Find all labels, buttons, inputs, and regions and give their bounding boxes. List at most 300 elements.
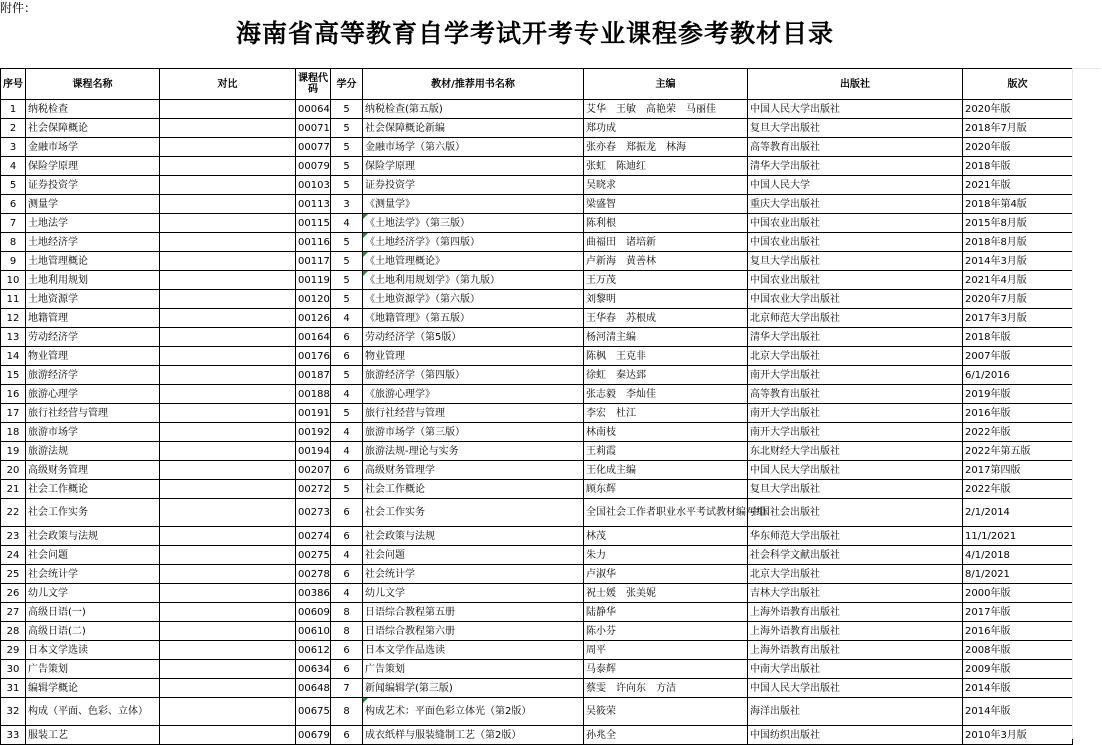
cell-credits[interactable]: 7	[331, 679, 363, 698]
cell-editor[interactable]: 郑功成	[584, 119, 748, 138]
cell-course-code[interactable]: 00272	[296, 480, 331, 499]
cell-credits[interactable]: 5	[331, 252, 363, 271]
cell-editor[interactable]: 李宏 杜江	[584, 404, 748, 423]
cell-editor[interactable]: 张亦春 郑振龙 林海	[584, 138, 748, 157]
cell-credits[interactable]: 6	[331, 328, 363, 347]
cell-textbook[interactable]: 幼儿文学	[363, 584, 584, 603]
cell-course-name[interactable]: 证券投资学	[26, 176, 160, 195]
cell-compare[interactable]	[160, 195, 296, 214]
cell-editor[interactable]: 梁盛智	[584, 195, 748, 214]
cell-no[interactable]: 1	[1, 100, 26, 119]
cell-compare[interactable]	[160, 603, 296, 622]
cell-edition[interactable]: 2009年版	[963, 660, 1073, 679]
cell-editor[interactable]: 朱力	[584, 546, 748, 565]
cell-textbook[interactable]: 保险学原理	[363, 157, 584, 176]
cell-publisher[interactable]: 南开大学出版社	[748, 423, 963, 442]
cell-editor[interactable]: 吴筱荣	[584, 698, 748, 726]
cell-textbook[interactable]: 《土地法学》（第三版）	[363, 214, 584, 233]
cell-credits[interactable]: 6	[331, 499, 363, 527]
cell-course-name[interactable]: 社会统计学	[26, 565, 160, 584]
cell-editor[interactable]: 陈小芬	[584, 622, 748, 641]
cell-edition[interactable]: 2018年7月版	[963, 119, 1073, 138]
cell-course-code[interactable]: 00648	[296, 679, 331, 698]
cell-editor[interactable]: 张志毅 李灿佳	[584, 385, 748, 404]
cell-editor[interactable]: 王华春 苏根成	[584, 309, 748, 328]
cell-publisher[interactable]: 上海外语教育出版社	[748, 603, 963, 622]
cell-edition[interactable]: 2022年版	[963, 423, 1073, 442]
cell-credits[interactable]: 5	[331, 138, 363, 157]
cell-course-name[interactable]: 物业管理	[26, 347, 160, 366]
cell-credits[interactable]: 8	[331, 698, 363, 726]
cell-publisher[interactable]: 中国人民大学	[748, 176, 963, 195]
cell-course-name[interactable]: 社会工作实务	[26, 499, 160, 527]
cell-publisher[interactable]: 高等教育出版社	[748, 385, 963, 404]
cell-no[interactable]: 28	[1, 622, 26, 641]
cell-credits[interactable]: 6	[331, 347, 363, 366]
cell-no[interactable]: 17	[1, 404, 26, 423]
cell-compare[interactable]	[160, 309, 296, 328]
cell-publisher[interactable]: 北京大学出版社	[748, 565, 963, 584]
cell-compare[interactable]	[160, 252, 296, 271]
cell-edition[interactable]: 2014年3月版	[963, 252, 1073, 271]
cell-edition[interactable]: 2015年8月版	[963, 214, 1073, 233]
cell-course-code[interactable]: 00176	[296, 347, 331, 366]
cell-textbook[interactable]: 物业管理	[363, 347, 584, 366]
cell-publisher[interactable]: 中国纺织出版社	[748, 726, 963, 745]
cell-textbook[interactable]: 社会统计学	[363, 565, 584, 584]
cell-no[interactable]: 5	[1, 176, 26, 195]
cell-course-code[interactable]: 00192	[296, 423, 331, 442]
cell-course-code[interactable]: 00275	[296, 546, 331, 565]
cell-course-name[interactable]: 土地经济学	[26, 233, 160, 252]
cell-edition[interactable]: 2017年版	[963, 603, 1073, 622]
cell-course-code[interactable]: 00071	[296, 119, 331, 138]
cell-credits[interactable]: 6	[331, 461, 363, 480]
cell-course-name[interactable]: 幼儿文学	[26, 584, 160, 603]
cell-no[interactable]: 2	[1, 119, 26, 138]
cell-no[interactable]: 32	[1, 698, 26, 726]
cell-no[interactable]: 12	[1, 309, 26, 328]
cell-textbook[interactable]: 旅游经济学（第四版）	[363, 366, 584, 385]
cell-course-name[interactable]: 社会保障概论	[26, 119, 160, 138]
cell-textbook[interactable]: 社会问题	[363, 546, 584, 565]
cell-course-name[interactable]: 日本文学选读	[26, 641, 160, 660]
cell-editor[interactable]: 吴晓求	[584, 176, 748, 195]
cell-editor[interactable]: 周平	[584, 641, 748, 660]
cell-publisher[interactable]: 海洋出版社	[748, 698, 963, 726]
cell-course-name[interactable]: 社会问题	[26, 546, 160, 565]
cell-course-name[interactable]: 旅游法规	[26, 442, 160, 461]
cell-compare[interactable]	[160, 119, 296, 138]
cell-publisher[interactable]: 中国社会出版社	[748, 499, 963, 527]
cell-credits[interactable]: 5	[331, 100, 363, 119]
header-textbook[interactable]: 教材/推荐用书名称	[363, 69, 584, 100]
cell-credits[interactable]: 4	[331, 546, 363, 565]
cell-no[interactable]: 33	[1, 726, 26, 745]
cell-no[interactable]: 19	[1, 442, 26, 461]
header-compare[interactable]: 对比	[160, 69, 296, 100]
cell-credits[interactable]: 6	[331, 641, 363, 660]
cell-credits[interactable]: 4	[331, 309, 363, 328]
header-publisher[interactable]: 出版社	[748, 69, 963, 100]
cell-textbook[interactable]: 日本文学作品选读	[363, 641, 584, 660]
cell-textbook[interactable]: 《土地资源学》（第六版）	[363, 290, 584, 309]
cell-no[interactable]: 24	[1, 546, 26, 565]
cell-no[interactable]: 7	[1, 214, 26, 233]
cell-edition[interactable]: 2020年7月版	[963, 290, 1073, 309]
cell-publisher[interactable]: 复旦大学出版社	[748, 480, 963, 499]
cell-course-name[interactable]: 旅游经济学	[26, 366, 160, 385]
cell-credits[interactable]: 5	[331, 290, 363, 309]
cell-course-code[interactable]: 00274	[296, 527, 331, 546]
cell-editor[interactable]: 王万茂	[584, 271, 748, 290]
cell-compare[interactable]	[160, 480, 296, 499]
cell-compare[interactable]	[160, 584, 296, 603]
cell-editor[interactable]: 林茂	[584, 527, 748, 546]
cell-compare[interactable]	[160, 290, 296, 309]
cell-course-code[interactable]: 00077	[296, 138, 331, 157]
cell-textbook[interactable]: 《地籍管理》（第五版）	[363, 309, 584, 328]
cell-course-code[interactable]: 00187	[296, 366, 331, 385]
cell-no[interactable]: 22	[1, 499, 26, 527]
cell-editor[interactable]: 全国社会工作者职业水平考试教材编写组	[584, 499, 748, 527]
cell-publisher[interactable]: 中国农业出版社	[748, 214, 963, 233]
cell-no[interactable]: 27	[1, 603, 26, 622]
cell-course-code[interactable]: 00115	[296, 214, 331, 233]
cell-credits[interactable]: 5	[331, 480, 363, 499]
cell-publisher[interactable]: 中南大学出版社	[748, 660, 963, 679]
cell-course-code[interactable]: 00679	[296, 726, 331, 745]
cell-compare[interactable]	[160, 214, 296, 233]
cell-compare[interactable]	[160, 499, 296, 527]
cell-compare[interactable]	[160, 385, 296, 404]
cell-textbook[interactable]: 社会政策与法规	[363, 527, 584, 546]
cell-credits[interactable]: 6	[331, 660, 363, 679]
cell-course-name[interactable]: 高级财务管理	[26, 461, 160, 480]
cell-edition[interactable]: 2000年版	[963, 584, 1073, 603]
cell-editor[interactable]: 陆静华	[584, 603, 748, 622]
cell-course-code[interactable]: 00273	[296, 499, 331, 527]
cell-editor[interactable]: 王化成主编	[584, 461, 748, 480]
cell-no[interactable]: 3	[1, 138, 26, 157]
cell-course-name[interactable]: 纳税检查	[26, 100, 160, 119]
cell-textbook[interactable]: 旅游市场学（第三版）	[363, 423, 584, 442]
cell-no[interactable]: 30	[1, 660, 26, 679]
cell-no[interactable]: 13	[1, 328, 26, 347]
cell-course-name[interactable]: 高级日语(一)	[26, 603, 160, 622]
cell-compare[interactable]	[160, 233, 296, 252]
cell-publisher[interactable]: 中国人民大学出版社	[748, 100, 963, 119]
cell-compare[interactable]	[160, 679, 296, 698]
cell-course-name[interactable]: 旅行社经营与管理	[26, 404, 160, 423]
cell-course-name[interactable]: 广告策划	[26, 660, 160, 679]
cell-editor[interactable]: 蔡雯 许向东 方洁	[584, 679, 748, 698]
cell-no[interactable]: 8	[1, 233, 26, 252]
cell-editor[interactable]: 林南枝	[584, 423, 748, 442]
cell-edition[interactable]: 2016年版	[963, 622, 1073, 641]
cell-publisher[interactable]: 中国农业出版社	[748, 271, 963, 290]
cell-course-name[interactable]: 测量学	[26, 195, 160, 214]
header-course-name[interactable]: 课程名称	[26, 69, 160, 100]
cell-course-code[interactable]: 00278	[296, 565, 331, 584]
cell-course-code[interactable]: 00191	[296, 404, 331, 423]
cell-course-code[interactable]: 00126	[296, 309, 331, 328]
cell-textbook[interactable]: 劳动经济学（第5版）	[363, 328, 584, 347]
cell-editor[interactable]: 王莉霞	[584, 442, 748, 461]
cell-edition[interactable]: 2007年版	[963, 347, 1073, 366]
cell-credits[interactable]: 5	[331, 366, 363, 385]
cell-edition[interactable]: 2014年版	[963, 698, 1073, 726]
cell-course-name[interactable]: 旅游心理学	[26, 385, 160, 404]
cell-course-name[interactable]: 保险学原理	[26, 157, 160, 176]
cell-no[interactable]: 23	[1, 527, 26, 546]
cell-no[interactable]: 20	[1, 461, 26, 480]
header-credits[interactable]: 学分	[331, 69, 363, 100]
cell-compare[interactable]	[160, 100, 296, 119]
cell-editor[interactable]: 陈枫 王克非	[584, 347, 748, 366]
cell-compare[interactable]	[160, 660, 296, 679]
cell-compare[interactable]	[160, 641, 296, 660]
cell-edition[interactable]: 2008年版	[963, 641, 1073, 660]
cell-edition[interactable]: 2018年第4版	[963, 195, 1073, 214]
cell-textbook[interactable]: 金融市场学（第六版）	[363, 138, 584, 157]
cell-course-name[interactable]: 金融市场学	[26, 138, 160, 157]
cell-editor[interactable]: 张虹 陈迪红	[584, 157, 748, 176]
cell-no[interactable]: 9	[1, 252, 26, 271]
cell-credits[interactable]: 4	[331, 584, 363, 603]
cell-textbook[interactable]: 高级财务管理学	[363, 461, 584, 480]
cell-edition[interactable]: 2020年版	[963, 100, 1073, 119]
cell-compare[interactable]	[160, 622, 296, 641]
cell-editor[interactable]: 祝士媛 张美妮	[584, 584, 748, 603]
cell-editor[interactable]: 马泰辉	[584, 660, 748, 679]
cell-textbook[interactable]: 社会工作概论	[363, 480, 584, 499]
cell-course-name[interactable]: 构成（平面、色彩、立体）	[26, 698, 160, 726]
cell-textbook[interactable]: 《土地利用规划学》（第九版）	[363, 271, 584, 290]
cell-edition[interactable]: 2019年版	[963, 385, 1073, 404]
cell-course-code[interactable]: 00117	[296, 252, 331, 271]
cell-textbook[interactable]: 成衣纸样与服装缝制工艺（第2版）	[363, 726, 584, 745]
cell-publisher[interactable]: 东北财经大学出版社	[748, 442, 963, 461]
header-course-code[interactable]: 课程代码	[296, 69, 331, 100]
cell-compare[interactable]	[160, 527, 296, 546]
cell-course-code[interactable]: 00116	[296, 233, 331, 252]
cell-no[interactable]: 29	[1, 641, 26, 660]
cell-edition[interactable]: 2/1/2014	[963, 499, 1073, 527]
cell-editor[interactable]: 顾东辉	[584, 480, 748, 499]
cell-publisher[interactable]: 中国农业出版社	[748, 233, 963, 252]
cell-course-name[interactable]: 地籍管理	[26, 309, 160, 328]
cell-course-name[interactable]: 土地法学	[26, 214, 160, 233]
cell-course-code[interactable]: 00164	[296, 328, 331, 347]
cell-textbook[interactable]: 纳税检查(第五版)	[363, 100, 584, 119]
cell-edition[interactable]: 2016年版	[963, 404, 1073, 423]
cell-edition[interactable]: 2021年版	[963, 176, 1073, 195]
cell-edition[interactable]: 2017年3月版	[963, 309, 1073, 328]
cell-course-code[interactable]: 00386	[296, 584, 331, 603]
cell-course-name[interactable]: 旅游市场学	[26, 423, 160, 442]
cell-credits[interactable]: 5	[331, 404, 363, 423]
cell-course-code[interactable]: 00194	[296, 442, 331, 461]
cell-publisher[interactable]: 高等教育出版社	[748, 138, 963, 157]
cell-no[interactable]: 16	[1, 385, 26, 404]
cell-course-code[interactable]: 00207	[296, 461, 331, 480]
cell-no[interactable]: 15	[1, 366, 26, 385]
cell-compare[interactable]	[160, 698, 296, 726]
cell-publisher[interactable]: 北京师范大学出版社	[748, 309, 963, 328]
cell-publisher[interactable]: 社会科学文献出版社	[748, 546, 963, 565]
cell-course-code[interactable]: 00113	[296, 195, 331, 214]
cell-edition[interactable]: 2010年3月版	[963, 726, 1073, 745]
cell-textbook[interactable]: 广告策划	[363, 660, 584, 679]
cell-course-name[interactable]: 土地利用规划	[26, 271, 160, 290]
cell-publisher[interactable]: 上海外语教育出版社	[748, 622, 963, 641]
cell-edition[interactable]: 2018年版	[963, 328, 1073, 347]
cell-course-name[interactable]: 劳动经济学	[26, 328, 160, 347]
cell-course-code[interactable]: 00079	[296, 157, 331, 176]
cell-no[interactable]: 25	[1, 565, 26, 584]
cell-credits[interactable]: 6	[331, 565, 363, 584]
cell-editor[interactable]: 杨河清主编	[584, 328, 748, 347]
cell-textbook[interactable]: 《土地经济学》（第四版）	[363, 233, 584, 252]
cell-course-code[interactable]: 00612	[296, 641, 331, 660]
cell-edition[interactable]: 2022年第五版	[963, 442, 1073, 461]
cell-no[interactable]: 14	[1, 347, 26, 366]
cell-edition[interactable]: 2018年版	[963, 157, 1073, 176]
cell-compare[interactable]	[160, 442, 296, 461]
cell-no[interactable]: 26	[1, 584, 26, 603]
cell-no[interactable]: 6	[1, 195, 26, 214]
cell-credits[interactable]: 5	[331, 233, 363, 252]
cell-publisher[interactable]: 复旦大学出版社	[748, 119, 963, 138]
cell-compare[interactable]	[160, 176, 296, 195]
cell-editor[interactable]: 陈利根	[584, 214, 748, 233]
cell-no[interactable]: 31	[1, 679, 26, 698]
cell-credits[interactable]: 6	[331, 726, 363, 745]
cell-compare[interactable]	[160, 546, 296, 565]
cell-no[interactable]: 21	[1, 480, 26, 499]
cell-textbook[interactable]: 《旅游心理学》	[363, 385, 584, 404]
cell-compare[interactable]	[160, 366, 296, 385]
cell-textbook[interactable]: 旅行社经营与管理	[363, 404, 584, 423]
cell-compare[interactable]	[160, 726, 296, 745]
cell-edition[interactable]: 2014年版	[963, 679, 1073, 698]
cell-credits[interactable]: 6	[331, 527, 363, 546]
cell-publisher[interactable]: 吉林大学出版社	[748, 584, 963, 603]
cell-edition[interactable]: 8/1/2021	[963, 565, 1073, 584]
cell-course-code[interactable]: 00120	[296, 290, 331, 309]
cell-course-code[interactable]: 00064	[296, 100, 331, 119]
cell-editor[interactable]: 孙兆全	[584, 726, 748, 745]
cell-no[interactable]: 18	[1, 423, 26, 442]
cell-textbook[interactable]: 构成艺术：平面色彩立体光（第2版）	[363, 698, 584, 726]
cell-course-code[interactable]: 00610	[296, 622, 331, 641]
cell-course-code[interactable]: 00675	[296, 698, 331, 726]
cell-course-code[interactable]: 00634	[296, 660, 331, 679]
cell-credits[interactable]: 5	[331, 157, 363, 176]
cell-edition[interactable]: 2020年版	[963, 138, 1073, 157]
cell-editor[interactable]: 艾华 王敏 高艳荣 马丽佳	[584, 100, 748, 119]
cell-publisher[interactable]: 华东师范大学出版社	[748, 527, 963, 546]
header-edition[interactable]: 版次	[963, 69, 1073, 100]
cell-editor[interactable]: 曲福田 诸培新	[584, 233, 748, 252]
cell-no[interactable]: 11	[1, 290, 26, 309]
cell-course-code[interactable]: 00119	[296, 271, 331, 290]
cell-course-code[interactable]: 00103	[296, 176, 331, 195]
cell-edition[interactable]: 4/1/2018	[963, 546, 1073, 565]
cell-compare[interactable]	[160, 565, 296, 584]
header-no[interactable]: 序号	[1, 69, 26, 100]
cell-course-name[interactable]: 土地资源学	[26, 290, 160, 309]
cell-edition[interactable]: 2022年版	[963, 480, 1073, 499]
cell-no[interactable]: 10	[1, 271, 26, 290]
cell-publisher[interactable]: 中国农业大学出版社	[748, 290, 963, 309]
cell-credits[interactable]: 4	[331, 423, 363, 442]
cell-edition[interactable]: 11/1/2021	[963, 527, 1073, 546]
cell-editor[interactable]: 徐虹 秦达郅	[584, 366, 748, 385]
cell-credits[interactable]: 4	[331, 214, 363, 233]
cell-editor[interactable]: 刘黎明	[584, 290, 748, 309]
cell-credits[interactable]: 8	[331, 603, 363, 622]
cell-credits[interactable]: 5	[331, 271, 363, 290]
cell-textbook[interactable]: 日语综合教程第六册	[363, 622, 584, 641]
cell-edition[interactable]: 6/1/2016	[963, 366, 1073, 385]
cell-course-name[interactable]: 社会政策与法规	[26, 527, 160, 546]
cell-compare[interactable]	[160, 347, 296, 366]
cell-no[interactable]: 4	[1, 157, 26, 176]
cell-textbook[interactable]: 社会工作实务	[363, 499, 584, 527]
cell-credits[interactable]: 8	[331, 622, 363, 641]
cell-course-code[interactable]: 00188	[296, 385, 331, 404]
header-editor[interactable]: 主编	[584, 69, 748, 100]
cell-publisher[interactable]: 南开大学出版社	[748, 404, 963, 423]
cell-publisher[interactable]: 北京大学出版社	[748, 347, 963, 366]
cell-compare[interactable]	[160, 138, 296, 157]
cell-publisher[interactable]: 清华大学出版社	[748, 157, 963, 176]
cell-course-name[interactable]: 服装工艺	[26, 726, 160, 745]
cell-credits[interactable]: 5	[331, 119, 363, 138]
cell-credits[interactable]: 4	[331, 442, 363, 461]
cell-editor[interactable]: 卢淑华	[584, 565, 748, 584]
cell-edition[interactable]: 2017第四版	[963, 461, 1073, 480]
cell-textbook[interactable]: 社会保障概论新编	[363, 119, 584, 138]
cell-credits[interactable]: 3	[331, 195, 363, 214]
cell-textbook[interactable]: 《测量学》	[363, 195, 584, 214]
cell-compare[interactable]	[160, 461, 296, 480]
cell-textbook[interactable]: 旅游法规-理论与实务	[363, 442, 584, 461]
cell-publisher[interactable]: 南开大学出版社	[748, 366, 963, 385]
cell-credits[interactable]: 4	[331, 385, 363, 404]
cell-course-name[interactable]: 土地管理概论	[26, 252, 160, 271]
cell-compare[interactable]	[160, 157, 296, 176]
cell-compare[interactable]	[160, 271, 296, 290]
cell-compare[interactable]	[160, 328, 296, 347]
cell-course-code[interactable]: 00609	[296, 603, 331, 622]
cell-publisher[interactable]: 中国人民大学出版社	[748, 461, 963, 480]
cell-publisher[interactable]: 中国人民大学出版社	[748, 679, 963, 698]
cell-course-name[interactable]: 高级日语(二)	[26, 622, 160, 641]
cell-editor[interactable]: 卢新海 黄善林	[584, 252, 748, 271]
cell-credits[interactable]: 5	[331, 176, 363, 195]
cell-textbook[interactable]: 《土地管理概论》	[363, 252, 584, 271]
cell-course-name[interactable]: 社会工作概论	[26, 480, 160, 499]
cell-publisher[interactable]: 清华大学出版社	[748, 328, 963, 347]
cell-compare[interactable]	[160, 423, 296, 442]
cell-compare[interactable]	[160, 404, 296, 423]
cell-textbook[interactable]: 日语综合教程第五册	[363, 603, 584, 622]
cell-publisher[interactable]: 复旦大学出版社	[748, 252, 963, 271]
cell-publisher[interactable]: 上海外语教育出版社	[748, 641, 963, 660]
